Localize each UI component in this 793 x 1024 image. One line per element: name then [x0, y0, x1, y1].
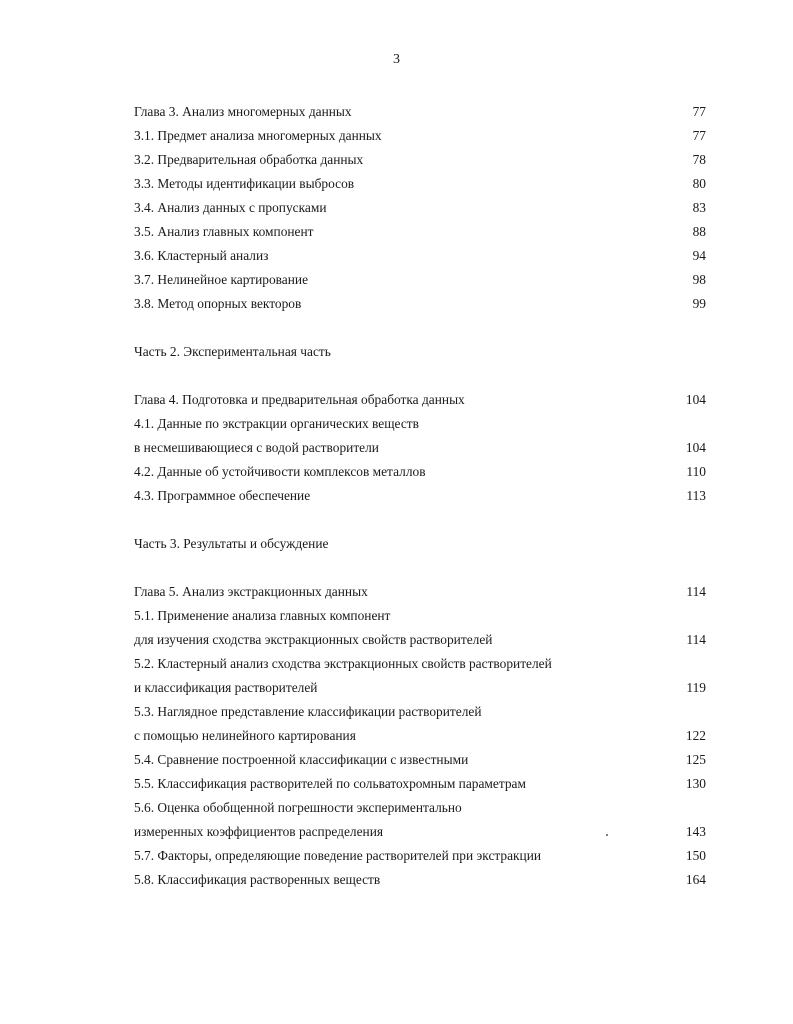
toc-entry-title: 3.1. Предмет анализа многомерных данных — [134, 128, 382, 143]
toc-entry — [134, 604, 706, 628]
toc-entry — [134, 220, 706, 244]
toc-entry-title: 5.8. Классификация растворенных веществ — [134, 872, 381, 887]
toc-entry-page — [676, 532, 706, 556]
toc-entry-title: 4.1. Данные по экстракции органических веществ — [134, 416, 419, 431]
toc-entry-title: Глава 4. Подготовка и предварительная обработка данных — [134, 392, 465, 407]
toc-entry — [134, 172, 706, 196]
toc-entry-title: 5.1. Применение анализа главных компонент — [134, 608, 391, 623]
toc-entry-title: 5.5. Классификация растворителей по сольватохромным параметрам — [134, 776, 526, 791]
toc-entry-title: для изучения сходства экстракционных свойств растворителей — [134, 632, 493, 647]
toc-entry-title: 3.3. Методы идентификации выбросов — [134, 176, 355, 191]
section-gap — [134, 316, 706, 340]
toc-entry — [134, 700, 706, 724]
toc-entry — [134, 844, 706, 868]
toc-entry — [134, 268, 706, 292]
toc-entry-page: 98 — [692, 272, 706, 287]
toc-entry-title: 3.4. Анализ данных с пропусками — [134, 200, 327, 215]
toc-entry-title: измеренных коэффициентов распределения — [134, 824, 384, 839]
toc-entry — [134, 676, 706, 700]
toc-entry-page: 77 — [692, 128, 706, 143]
toc-entry-title: 3.2. Предварительная обработка данных — [134, 152, 364, 167]
toc-entry-title: в несмешивающиеся с водой растворители — [134, 440, 379, 455]
section-gap — [134, 508, 706, 532]
toc-entry-page — [676, 412, 706, 436]
toc-entry-page — [676, 652, 706, 676]
toc-entry — [134, 388, 706, 412]
toc-entry — [134, 724, 706, 748]
toc-entry-title: Часть 2. Экспериментальная часть — [134, 344, 331, 359]
toc-entry-title: 4.2. Данные об устойчивости комплексов металлов — [134, 464, 426, 479]
toc-entry — [134, 796, 706, 820]
toc-entry-title: с помощью нелинейного картирования — [134, 728, 356, 743]
toc-entry-page: 122 — [685, 728, 706, 743]
toc-entry — [134, 772, 706, 796]
toc-entry-title: 3.6. Кластерный анализ — [134, 248, 269, 263]
toc-entry-page: 104 — [685, 392, 706, 407]
toc-entry-page: 99 — [692, 296, 706, 311]
toc-entry-page: 119 — [686, 680, 706, 695]
toc-entry — [134, 340, 706, 364]
toc-entry — [134, 652, 706, 676]
toc-entry-page: 114 — [686, 584, 706, 599]
toc-entry-page: 130 — [685, 776, 706, 791]
toc-entry-title: 5.3. Наглядное представление классификации растворителей — [134, 704, 482, 719]
toc-entry-title: Часть 3. Результаты и обсуждение — [134, 536, 329, 551]
toc-entry-page — [676, 796, 706, 820]
toc-entry-title: и классификация растворителей — [134, 680, 318, 695]
toc-entry — [134, 196, 706, 220]
toc-entry — [134, 484, 706, 508]
toc-entry-page: 164 — [685, 872, 706, 887]
page-number: 3 — [393, 52, 400, 67]
toc-entry — [134, 124, 706, 148]
toc-entry-page: 150 — [685, 848, 706, 863]
toc-entry-page: 125 — [685, 752, 706, 767]
toc-entry-title: 5.4. Сравнение построенной классификации с известными — [134, 752, 469, 767]
toc-entry — [134, 292, 706, 316]
toc-entry — [134, 100, 706, 124]
toc-entry-page — [676, 700, 706, 724]
toc-entry-page — [676, 604, 706, 628]
toc-entry-title: Глава 5. Анализ экстракционных данных — [134, 584, 368, 599]
toc-entry-title: 5.2. Кластерный анализ сходства экстракционных свойств растворителей — [134, 656, 552, 671]
toc-entry-page: 80 — [692, 176, 706, 191]
toc-entry-page: 143 — [685, 824, 706, 839]
toc-entry-page: 88 — [692, 224, 706, 239]
section-gap — [134, 556, 706, 580]
toc-entry-title: 5.6. Оценка обобщенной погрешности экспериментально — [134, 800, 462, 815]
toc-entry — [134, 820, 706, 844]
toc-entry-page: 114 — [686, 632, 706, 647]
toc-entry — [134, 460, 706, 484]
section-gap — [134, 364, 706, 388]
toc-entry — [134, 580, 706, 604]
toc-entry-page: 83 — [692, 200, 706, 215]
toc-entry-page — [676, 340, 706, 364]
table-of-contents — [134, 100, 706, 892]
toc-entry-page: 77 — [692, 104, 706, 119]
toc-entry-page: 110 — [686, 464, 706, 479]
toc-entry — [134, 436, 706, 460]
toc-entry — [134, 628, 706, 652]
toc-entry-title: 5.7. Факторы, определяющие поведение растворителей при экстракции — [134, 848, 542, 863]
toc-entry — [134, 412, 706, 436]
toc-entry — [134, 868, 706, 892]
toc-entry-title: 3.7. Нелинейное картирование — [134, 272, 309, 287]
toc-entry — [134, 244, 706, 268]
toc-entry-title: 4.3. Программное обеспечение — [134, 488, 311, 503]
toc-entry-page: 94 — [692, 248, 706, 263]
toc-entry — [134, 532, 706, 556]
toc-entry-title: 3.8. Метод опорных векторов — [134, 296, 302, 311]
toc-entry-title: 3.5. Анализ главных компонент — [134, 224, 314, 239]
toc-entry — [134, 748, 706, 772]
toc-entry-page: 113 — [686, 488, 706, 503]
scan-speck — [606, 834, 608, 836]
toc-entry-page: 78 — [692, 152, 706, 167]
toc-entry-title: Глава 3. Анализ многомерных данных — [134, 104, 352, 119]
toc-entry-page: 104 — [685, 440, 706, 455]
toc-entry — [134, 148, 706, 172]
